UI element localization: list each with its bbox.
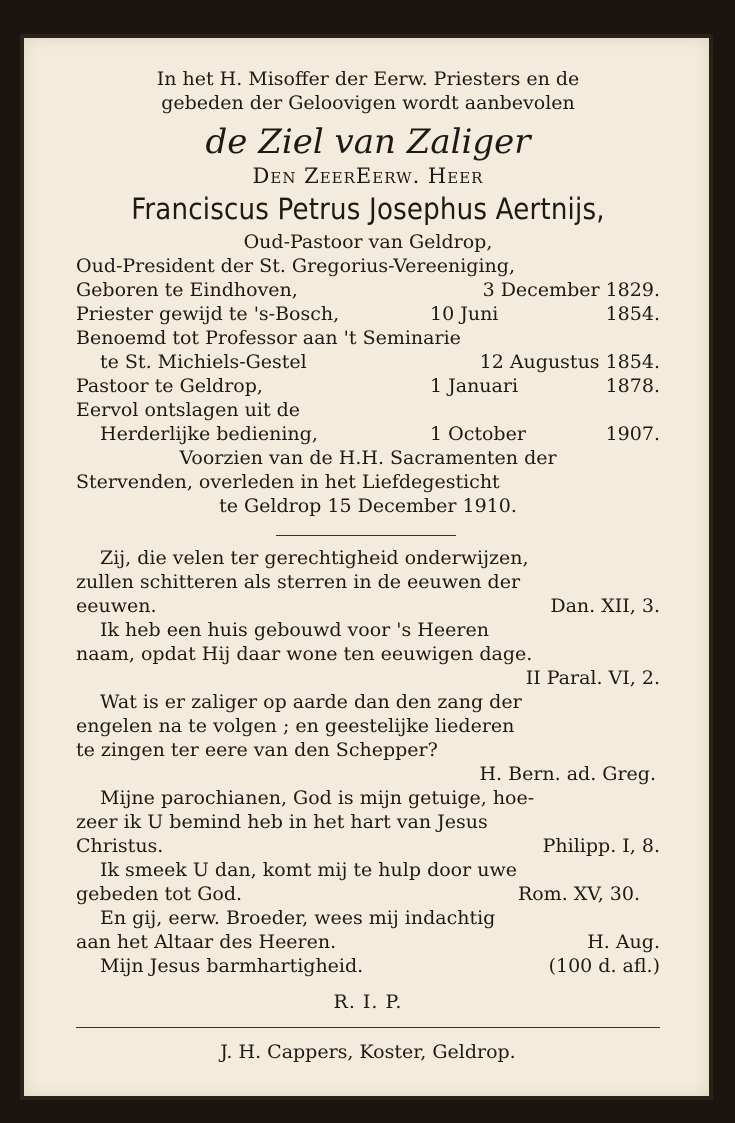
professor-place: te St. Michiels-Gestel bbox=[100, 351, 307, 373]
quote-3-line-1: Wat is er zaliger op aarde dan den zang der bbox=[100, 691, 522, 713]
death-line-2: Stervenden, overleden in het Liefdegesticht bbox=[76, 471, 500, 493]
quote-4-line-1: Mijne parochianen, God is mijn getuige, hoe- bbox=[100, 787, 535, 809]
quote-4-line-3: Christus. bbox=[76, 835, 164, 857]
quote-1-ref: Dan. XII, 3. bbox=[550, 595, 660, 617]
quote-5-line-1: Ik smeek U dan, komt mij te hulp door uwe bbox=[100, 859, 517, 881]
retired-year: 1907. bbox=[605, 423, 660, 445]
honorific-title: Den ZeerEerw. Heer bbox=[252, 164, 484, 188]
professor-date: 12 Augustus 1854. bbox=[479, 351, 660, 373]
born-date: 3 December 1829. bbox=[482, 279, 660, 301]
pastor-date: 1 Januari bbox=[430, 375, 519, 397]
quote-4-ref: Philipp. I, 8. bbox=[542, 835, 660, 857]
quote-2-line-1: Ik heb een huis gebouwd voor 's Heeren bbox=[100, 619, 489, 641]
professor-row bbox=[76, 350, 660, 374]
retired-row bbox=[76, 422, 660, 446]
retired-date: 1 October bbox=[430, 423, 526, 445]
quote-6-ref: H. Aug. bbox=[587, 931, 660, 953]
quote-2-ref: II Paral. VI, 2. bbox=[525, 667, 660, 689]
footer-divider bbox=[76, 1027, 660, 1028]
ordained-date: 10 Juni bbox=[430, 303, 499, 325]
intro-line-2: gebeden der Geloovigen wordt aanbevolen bbox=[161, 92, 575, 114]
quote-1-line-3: eeuwen. bbox=[76, 595, 157, 617]
professor-label: Benoemd tot Professor aan 't Seminarie bbox=[76, 327, 461, 349]
deceased-name: Franciscus Petrus Josephus Aertnijs, bbox=[131, 192, 605, 226]
pastor-row bbox=[76, 374, 660, 398]
rip-text: R. I. P. bbox=[333, 991, 403, 1013]
ordained-row bbox=[76, 302, 660, 326]
center-divider bbox=[276, 535, 456, 536]
quote-7-row bbox=[76, 954, 660, 978]
quote-1-line-2: zullen schitteren als sterren in de eeuwen der bbox=[76, 571, 521, 593]
quote-5-line-2: gebeden tot God. bbox=[76, 883, 243, 905]
memorial-card bbox=[20, 34, 713, 1100]
quote-3-ref: H. Bern. ad. Greg. bbox=[479, 763, 656, 785]
born-row bbox=[76, 278, 660, 302]
retired-label-2: Herderlijke bediening, bbox=[100, 423, 318, 445]
pastor-label: Pastoor te Geldrop, bbox=[76, 375, 263, 397]
quote-1-row bbox=[76, 594, 660, 618]
ordained-year: 1854. bbox=[605, 303, 660, 325]
intro-line-1: In het H. Misoffer der Eerw. Priesters en de bbox=[156, 68, 580, 90]
quote-1-line-1: Zij, die velen ter gerechtigheid onderwijzen, bbox=[100, 547, 529, 569]
career-line-1: Oud-Pastoor van Geldrop, bbox=[243, 231, 493, 253]
death-line-3: te Geldrop 15 December 1910. bbox=[219, 495, 517, 517]
retired-label-1: Eervol ontslagen uit de bbox=[76, 399, 301, 421]
quote-5-row bbox=[76, 882, 660, 906]
ordained-label: Priester gewijd te 's-Bosch, bbox=[76, 303, 340, 325]
quote-2-line-2: naam, opdat Hij daar wone ten eeuwigen dage. bbox=[76, 643, 533, 665]
quote-3-line-2: engelen na te volgen ; en geestelijke liederen bbox=[76, 715, 515, 737]
quote-3-line-3: te zingen ter eere van den Schepper? bbox=[76, 739, 438, 761]
soul-heading: de Ziel van Zaliger bbox=[205, 122, 531, 162]
quote-7-line-1: Mijn Jesus barmhartigheid. bbox=[100, 955, 364, 977]
quote-6-line-1: En gij, eerw. Broeder, wees mij indachtig bbox=[100, 907, 496, 929]
death-line-1: Voorzien van de H.H. Sacramenten der bbox=[179, 447, 557, 469]
quote-7-ref: (100 d. afl.) bbox=[548, 955, 660, 977]
quote-4-line-2: zeer ik U bemind heb in het hart van Jesus bbox=[76, 811, 488, 833]
pastor-year: 1878. bbox=[605, 375, 660, 397]
quote-4-row bbox=[76, 834, 660, 858]
career-line-2: Oud-President der St. Gregorius-Vereeniging, bbox=[76, 255, 515, 277]
quote-6-row bbox=[76, 930, 660, 954]
quote-5-ref: Rom. XV, 30. bbox=[517, 883, 640, 905]
born-label: Geboren te Eindhoven, bbox=[76, 279, 298, 301]
printer-credit: J. H. Cappers, Koster, Geldrop. bbox=[220, 1041, 516, 1063]
quote-6-line-2: aan het Altaar des Heeren. bbox=[76, 931, 337, 953]
